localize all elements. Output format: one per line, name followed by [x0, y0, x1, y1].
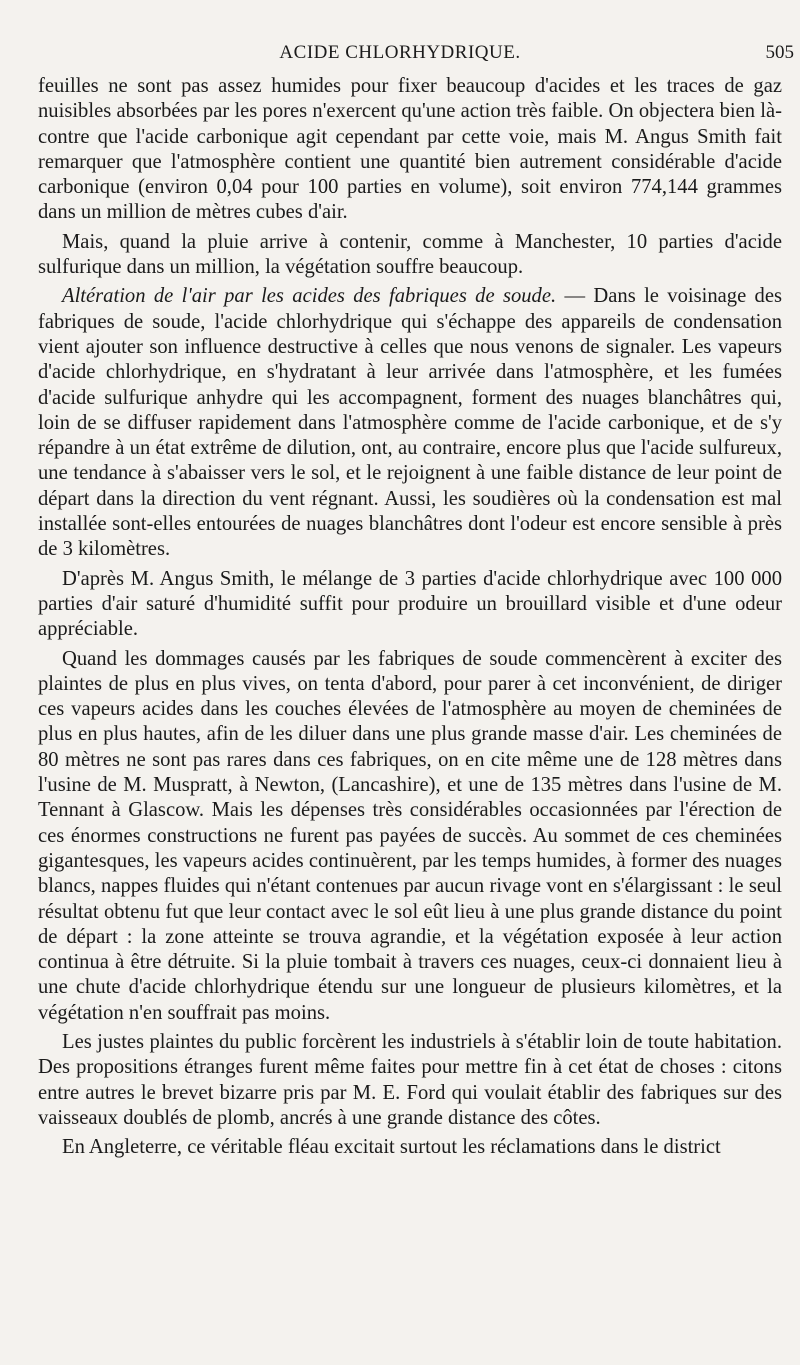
paragraph-1: feuilles ne sont pas assez humides pour fixer beaucoup d'acides et les traces de gaz nuisibles absorbées par les pores n'exercent qu'une action très faible. On objectera bien là-contre que l'acide carbonique agit cependant par cette voie, mais M. Angus Smith fait remarquer que l'atmosphère contient une quantité bien autrement considérable d'acide carbonique (environ 0,04 pour 100 parties en volume), soit environ 774,144 grammes dans un million de mètres cubes d'air.	[38, 75, 782, 224]
paragraph-3-text: — Dans le voisinage des fabriques de soude, l'acide chlorhydrique qui s'échappe des appareils de condensation vient ajouter son influence destructive à celles que nous venons de signaler. Les vapeurs d'acide chlorhydrique, en s'hydratant à leur arrivée dans l'atmosphère, et les fumées d'acide sulfurique anhydre qui les accompagnent, forment des nuages blanchâtres qui, loin de se diffuser rapidement dans l'atmosphère comme de l'acide carbonique, et de s'y répandre à un état extrême de dilution, ont, au contraire, encore plus que l'acide sulfureux, une tendance à s'abaisser vers le sol, et le rejoignent à une faible distance de leur point de départ dans la direction du vent régnant. Aussi, les soudières où la condensation est mal installée sont-elles entourées de nuages blanchâtres dont l'odeur est encore sensible à près de 3 kilomètres.	[38, 285, 782, 561]
body-text	[38, 74, 782, 1164]
paragraph-2: Mais, quand la pluie arrive à contenir, comme à Manchester, 10 parties d'acide sulfurique dans un million, la végétation souffre beaucoup.	[38, 230, 782, 279]
running-header	[0, 38, 800, 64]
page-number: 505	[765, 42, 794, 63]
running-title: ACIDE CHLORHYDRIQUE.	[279, 42, 521, 63]
paragraph-4: D'après M. Angus Smith, le mélange de 3 parties d'acide chlorhydrique avec 100 000 parties d'air saturé d'humidité suffit pour produire un brouillard visible et d'une odeur appréciable.	[38, 567, 782, 641]
paragraph-6: Les justes plaintes du public forcèrent les industriels à s'établir loin de toute habitation. Des propositions étranges furent même faites pour mettre fin à cet état de choses : citons entre autres le brevet bizarre pris par M. E. Ford qui voulait établir des fabriques sur des vaisseaux doublés de plomb, ancrés à une grande distance des côtes.	[38, 1030, 782, 1129]
paragraph-7: En Angleterre, ce véritable fléau excitait surtout les réclamations dans le district	[62, 1136, 721, 1159]
paragraph-5: Quand les dommages causés par les fabriques de soude commencèrent à exciter des plaintes de plus en plus vives, on tenta d'abord, pour parer à cet inconvénient, de diriger ces vapeurs acides dans les couches élevées de l'atmosphère au moyen de cheminées de plus en plus hautes, afin de les diluer dans une plus grande masse d'air. Les cheminées de 80 mètres ne sont pas rares dans ces fabriques, on en cite même une de 128 mètres dans l'usine de M. Muspratt, à Newton, (Lancashire), et une de 135 mètres dans l'usine de M. Tennant à Glascow. Mais les dépenses très considérables occasionnées par l'érection de ces énormes constructions ne furent pas payées de succès. Au sommet de ces cheminées gigantesques, les vapeurs acides continuèrent, par les temps humides, à former des nuages blancs, nappes fluides qui n'étant contenues par aucun rivage vont en s'élargissant : le seul résultat obtenu fut que leur contact avec le sol eût lieu à une plus grande distance du point de départ : la zone atteinte se trouva agrandie, et la végétation exposée à leur action continua à être détruite. Si la pluie tombait à travers ces nuages, ceux-ci donnaient lieu à une chute d'acide chlorhydrique étendu sur une longueur de plusieurs kilomètres, et la végétation n'en souffrait pas moins.	[38, 647, 782, 1024]
paragraph-3	[38, 284, 782, 562]
section-heading: Altération de l'air par les acides des fabriques de soude.	[62, 285, 557, 308]
